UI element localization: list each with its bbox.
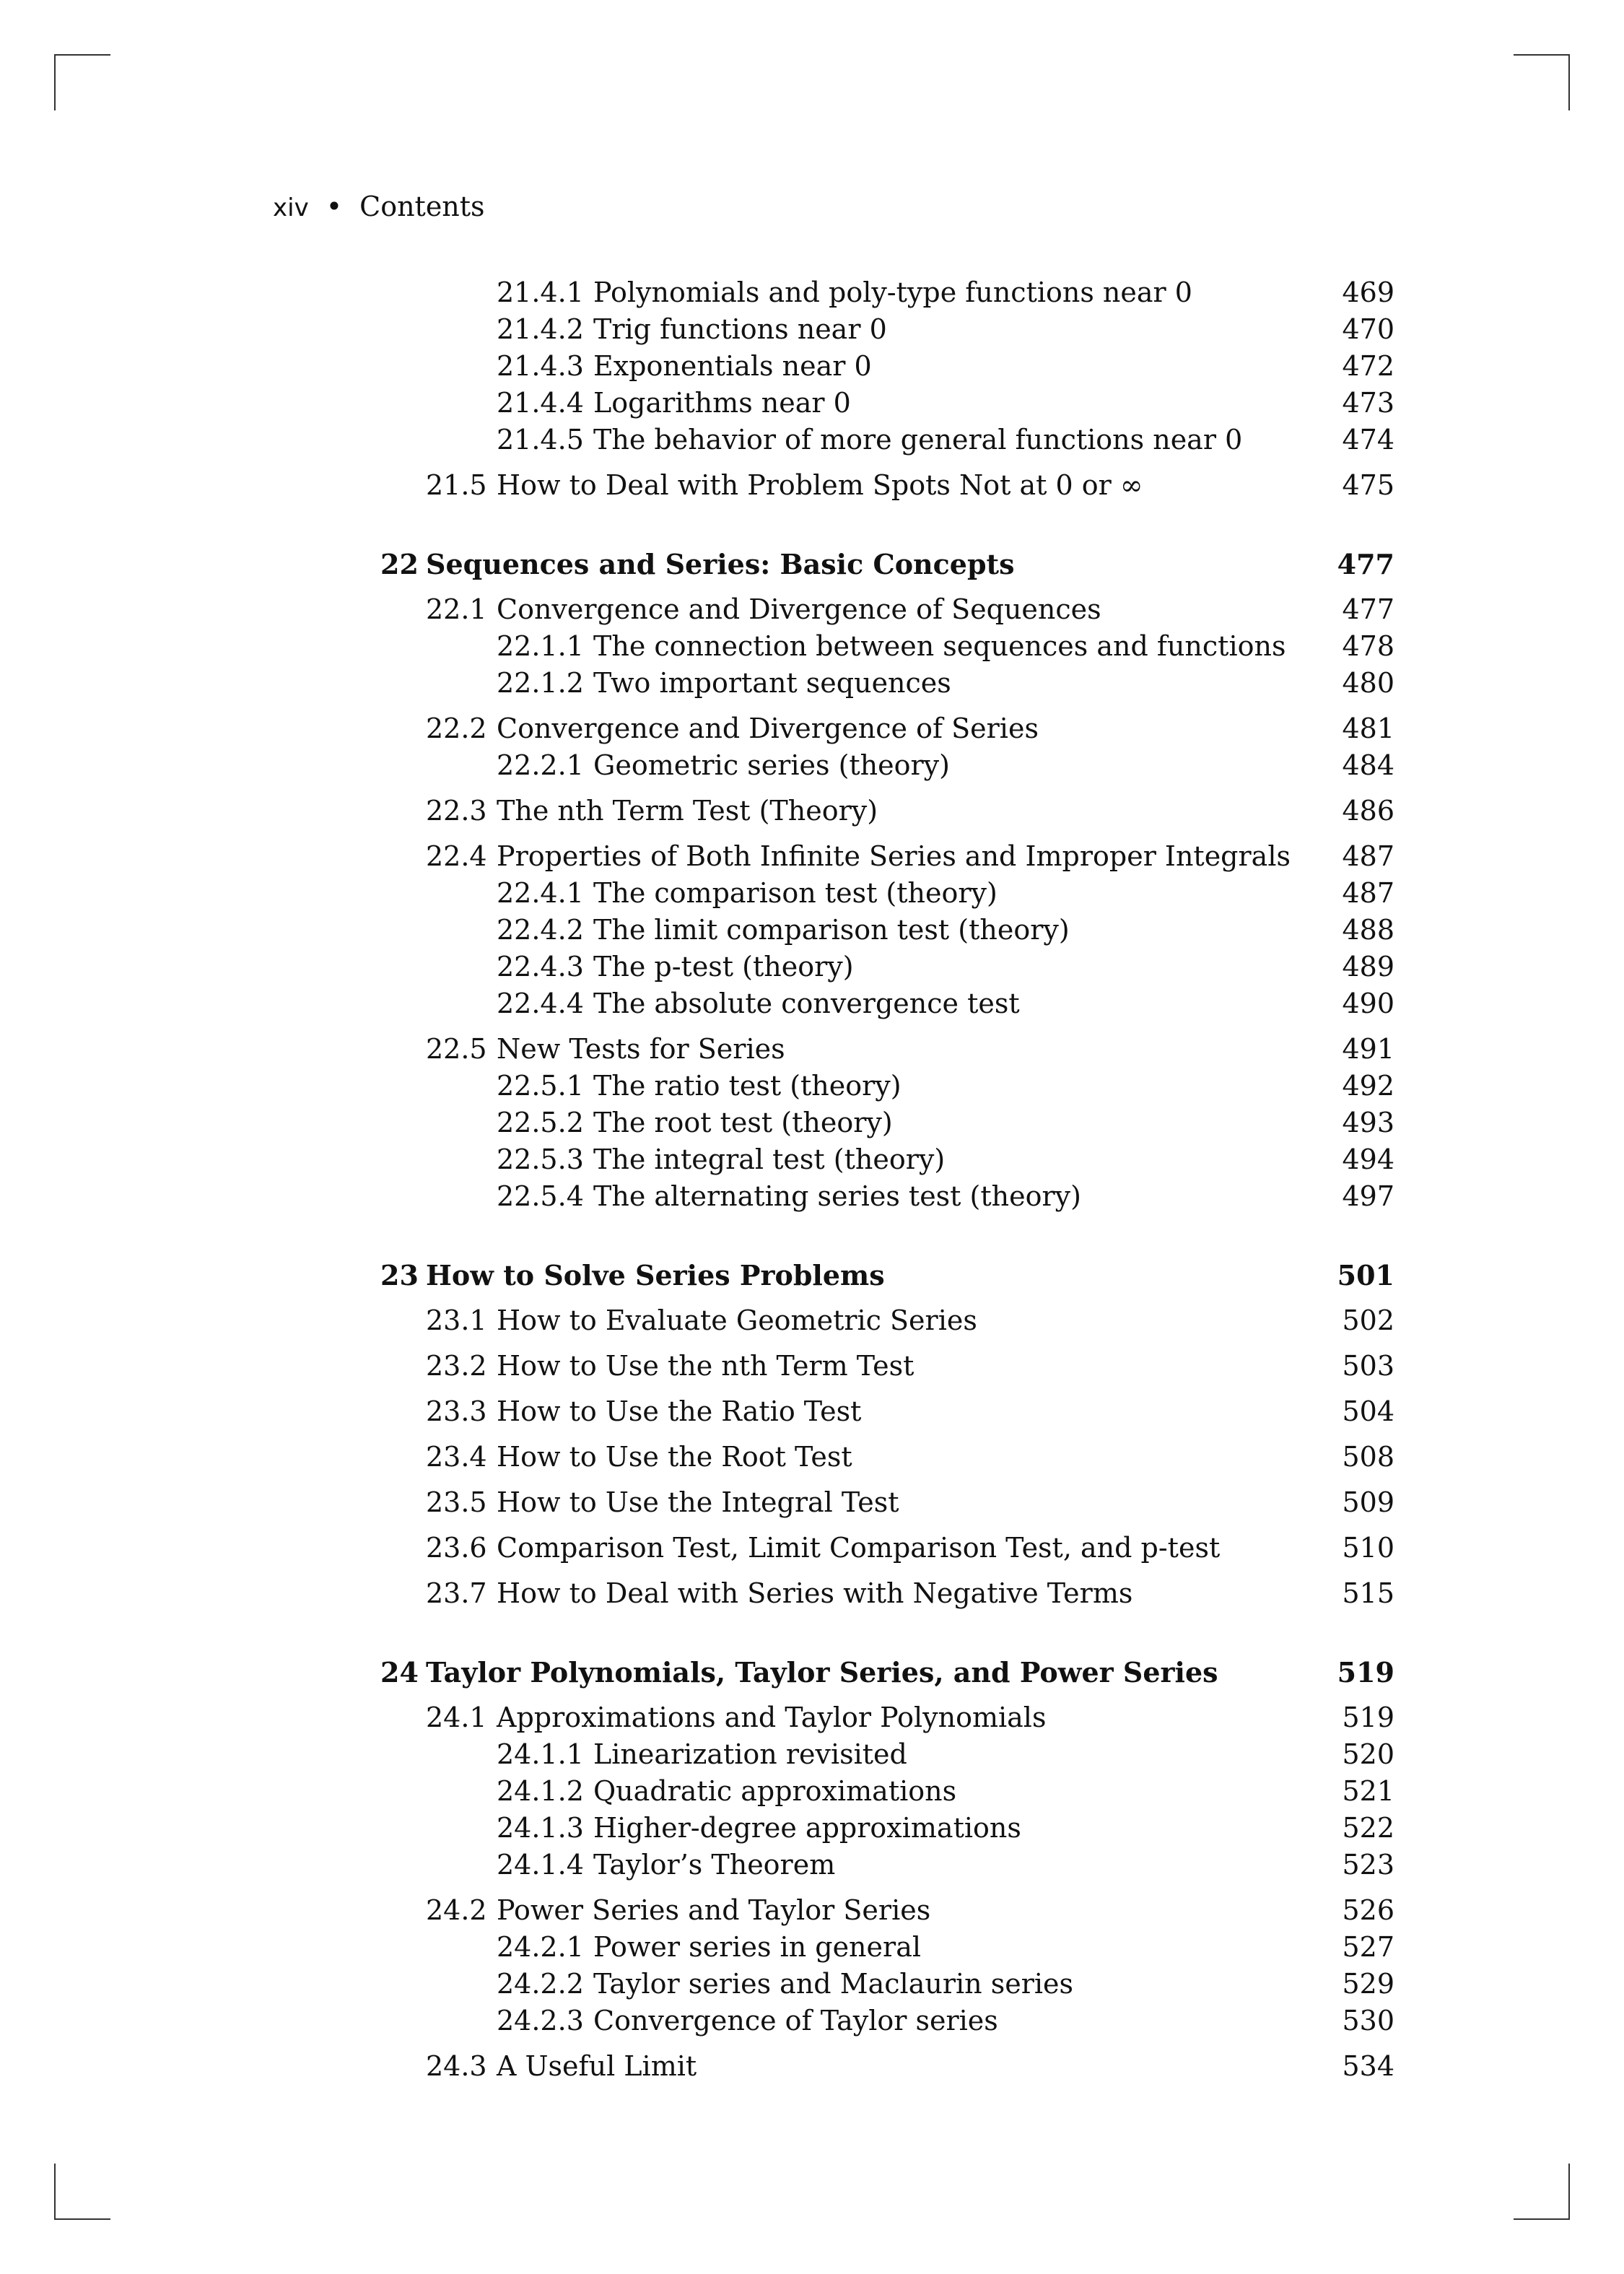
toc-title: Convergence of Taylor series [593,2005,998,2036]
toc-num: 24.1.3 [497,1812,584,1844]
toc-page: 470 [1342,313,1394,345]
toc-num: 21.4.2 [497,313,584,345]
toc-entry-sec[interactable] [0,793,1624,829]
toc-title: Comparison Test, Limit Comparison Test, and p-test [497,1532,1221,1564]
toc-page: 475 [1342,469,1394,501]
toc-entry-sec[interactable] [0,2048,1624,2085]
toc-entry-chap[interactable] [0,1257,1624,1294]
toc-page: 478 [1342,630,1394,662]
toc-page: 472 [1342,350,1394,382]
toc-num: 21.5 [426,469,487,501]
toc-title: Logarithms near 0 [593,387,851,419]
crop-mark-top-right-h [1514,54,1570,56]
header-title: Contents [359,191,485,222]
toc-page: 488 [1342,914,1394,946]
toc-title: The integral test (theory) [593,1143,946,1175]
toc-title: How to Use the Root Test [497,1441,852,1473]
toc-entry-sec[interactable] [0,1393,1624,1430]
running-header [273,189,485,225]
toc-num: 24.3 [426,2050,487,2082]
toc-num: 23.6 [426,1532,487,1564]
toc-entry-sec[interactable] [0,838,1624,875]
toc-page: 477 [1342,593,1394,625]
toc-num: 22.5.3 [497,1143,584,1175]
toc-title: Taylor’s Theorem [593,1849,836,1881]
toc-num: 22.2.1 [497,749,584,781]
toc-title: The ratio test (theory) [593,1070,902,1102]
toc-entry-sec[interactable] [0,710,1624,747]
toc-num: 22.4.3 [497,951,584,983]
toc-entry-sub[interactable] [0,665,1624,702]
toc-page: 515 [1342,1577,1394,1609]
toc-page: 509 [1342,1486,1394,1518]
crop-mark-bottom-right-h [1514,2218,1570,2220]
toc-page: 530 [1342,2005,1394,2036]
toc-title: How to Evaluate Geometric Series [497,1304,977,1336]
toc-entry-sec[interactable] [0,1575,1624,1612]
toc-num: 22.4.2 [497,914,584,946]
toc-num: 22.1 [426,593,487,625]
toc-page: 508 [1342,1441,1394,1473]
toc-page: 510 [1342,1532,1394,1564]
toc-entry-sub[interactable] [0,985,1624,1022]
toc-title: Polynomials and poly-type functions near 0 [593,276,1192,308]
toc-title: The root test (theory) [593,1107,893,1138]
toc-page: 529 [1342,1968,1394,2000]
crop-mark-top-right-v [1568,54,1570,110]
toc-page: 504 [1342,1395,1394,1427]
toc-num: 23.4 [426,1441,487,1473]
toc-entry-sec[interactable] [0,1439,1624,1476]
toc-title: The comparison test (theory) [593,877,997,909]
toc-title: Convergence and Divergence of Series [497,713,1039,744]
toc-title: Geometric series (theory) [593,749,950,781]
toc-page: 503 [1342,1350,1394,1382]
toc-entry-sub[interactable] [0,2003,1624,2039]
toc-num: 24.1.4 [497,1849,584,1881]
toc-title: Convergence and Divergence of Sequences [497,593,1101,625]
toc-title: The nth Term Test (Theory) [497,795,878,827]
toc-entry-sec[interactable] [0,1699,1624,1736]
toc-num: 22.4.1 [497,877,584,909]
toc-num: 23.1 [426,1304,487,1336]
toc-num: 22.3 [426,795,487,827]
toc-entry-sub[interactable] [0,912,1624,949]
toc-entry-sub[interactable] [0,1966,1624,2003]
toc-page: 527 [1342,1931,1394,1963]
table-of-contents [0,274,1624,2085]
toc-entry-sub[interactable] [0,1141,1624,1178]
toc-page: 494 [1342,1143,1394,1175]
toc-page: 487 [1342,877,1394,909]
toc-page: 522 [1342,1812,1394,1844]
toc-title: Two important sequences [593,667,951,699]
toc-entry-sec[interactable] [0,1348,1624,1385]
toc-page: 487 [1342,840,1394,872]
toc-title: How to Use the Ratio Test [497,1395,862,1427]
toc-title: Taylor series and Maclaurin series [593,1968,1073,2000]
toc-entry-sec[interactable] [0,467,1624,504]
toc-num: 22.4.4 [497,988,584,1019]
crop-mark-bottom-left-v [54,2164,56,2220]
toc-title: Approximations and Taylor Polynomials [497,1702,1047,1733]
toc-num: 24.2.1 [497,1931,584,1963]
toc-entry-sub[interactable] [0,274,1624,311]
toc-page: 523 [1342,1849,1394,1881]
toc-title: Exponentials near 0 [593,350,872,382]
toc-num: 21.4.1 [497,276,584,308]
crop-mark-bottom-left-h [54,2218,110,2220]
toc-entry-sub[interactable] [0,747,1624,784]
crop-mark-top-left-v [54,54,56,110]
toc-page: 473 [1342,387,1394,419]
toc-num: 24.2 [426,1894,487,1926]
toc-page: 481 [1342,713,1394,744]
toc-num: 23.3 [426,1395,487,1427]
toc-entry-sub[interactable] [0,385,1624,422]
toc-num: 21.4.5 [497,424,584,456]
toc-entry-sub[interactable] [0,628,1624,665]
toc-title: Sequences and Series: Basic Concepts [426,548,1015,580]
toc-entry-sub[interactable] [0,311,1624,348]
toc-title: How to Deal with Problem Spots Not at 0 or ∞ [497,469,1143,501]
toc-title: How to Solve Series Problems [426,1259,885,1291]
toc-page: 486 [1342,795,1394,827]
toc-num: 24.2.3 [497,2005,584,2036]
toc-entry-sub[interactable] [0,1810,1624,1847]
toc-title: How to Use the nth Term Test [497,1350,914,1382]
crop-mark-top-left-h [54,54,110,56]
toc-page: 534 [1342,2050,1394,2082]
toc-title: Power Series and Taylor Series [497,1894,931,1926]
toc-page: 492 [1342,1070,1394,1102]
toc-title: The absolute convergence test [593,988,1020,1019]
toc-title: Properties of Both Infinite Series and Improper Integrals [497,840,1291,872]
toc-title: Power series in general [593,1931,921,1963]
toc-page: 491 [1342,1033,1394,1065]
toc-title: Trig functions near 0 [593,313,887,345]
toc-page: 519 [1337,1656,1394,1689]
toc-page: 474 [1342,424,1394,456]
toc-num: 22.2 [426,713,487,744]
toc-num: 24.1.2 [497,1775,584,1807]
toc-num: 22.1.1 [497,630,584,662]
header-bullet: • [326,191,343,222]
toc-num: 24 [380,1656,419,1689]
toc-page: 520 [1342,1738,1394,1770]
toc-entry-chap[interactable] [0,546,1624,583]
toc-entry-sub[interactable] [0,348,1624,385]
toc-title: The limit comparison test (theory) [593,914,1070,946]
toc-entry-sub[interactable] [0,1773,1624,1810]
crop-mark-bottom-right-v [1568,2164,1570,2220]
toc-page: 484 [1342,749,1394,781]
toc-title: Taylor Polynomials, Taylor Series, and Power Series [426,1656,1218,1689]
toc-page: 469 [1342,276,1394,308]
toc-page: 501 [1337,1259,1394,1291]
toc-num: 23.2 [426,1350,487,1382]
toc-entry-sec[interactable] [0,1530,1624,1567]
toc-title: Higher-degree approximations [593,1812,1021,1844]
toc-page: 480 [1342,667,1394,699]
toc-entry-sec[interactable] [0,1484,1624,1521]
toc-title: Linearization revisited [593,1738,907,1770]
toc-entry-sec[interactable] [0,1892,1624,1929]
toc-title: How to Use the Integral Test [497,1486,899,1518]
toc-entry-sec[interactable] [0,1302,1624,1339]
toc-num: 22.5.1 [497,1070,584,1102]
toc-entry-sub[interactable] [0,422,1624,458]
toc-num: 23.7 [426,1577,487,1609]
toc-title: The connection between sequences and functions [593,630,1286,662]
toc-num: 22.4 [426,840,487,872]
toc-title: New Tests for Series [497,1033,785,1065]
toc-title: Quadratic approximations [593,1775,957,1807]
toc-num: 22.5 [426,1033,487,1065]
header-page-number: xiv [273,193,309,222]
toc-page: 477 [1337,548,1394,580]
toc-num: 22.5.4 [497,1180,584,1212]
toc-page: 521 [1342,1775,1394,1807]
toc-title: The behavior of more general functions near 0 [593,424,1243,456]
toc-page: 497 [1342,1180,1394,1212]
toc-page: 493 [1342,1107,1394,1138]
toc-entry-sub[interactable] [0,1929,1624,1966]
toc-page: 489 [1342,951,1394,983]
toc-page: 502 [1342,1304,1394,1336]
toc-num: 22.5.2 [497,1107,584,1138]
toc-title: How to Deal with Series with Negative Terms [497,1577,1133,1609]
toc-num: 22 [380,548,419,580]
toc-page: 490 [1342,988,1394,1019]
toc-num: 24.2.2 [497,1968,584,2000]
toc-entry-sub[interactable] [0,1847,1624,1883]
toc-title: A Useful Limit [497,2050,697,2082]
toc-page: 526 [1342,1894,1394,1926]
toc-title: The alternating series test (theory) [593,1180,1081,1212]
toc-entry-chap[interactable] [0,1654,1624,1691]
toc-entry-sec[interactable] [0,591,1624,628]
toc-title: The p-test (theory) [593,951,854,983]
toc-entry-sub[interactable] [0,1068,1624,1105]
toc-num: 24.1.1 [497,1738,584,1770]
toc-num: 21.4.3 [497,350,584,382]
toc-entry-sub[interactable] [0,949,1624,985]
toc-num: 22.1.2 [497,667,584,699]
toc-entry-sub[interactable] [0,875,1624,912]
toc-entry-sec[interactable] [0,1031,1624,1068]
toc-page: 519 [1342,1702,1394,1733]
toc-entry-sub[interactable] [0,1178,1624,1215]
toc-num: 21.4.4 [497,387,584,419]
toc-num: 23 [380,1259,419,1291]
toc-num: 24.1 [426,1702,487,1733]
toc-entry-sub[interactable] [0,1105,1624,1141]
toc-num: 23.5 [426,1486,487,1518]
toc-entry-sub[interactable] [0,1736,1624,1773]
